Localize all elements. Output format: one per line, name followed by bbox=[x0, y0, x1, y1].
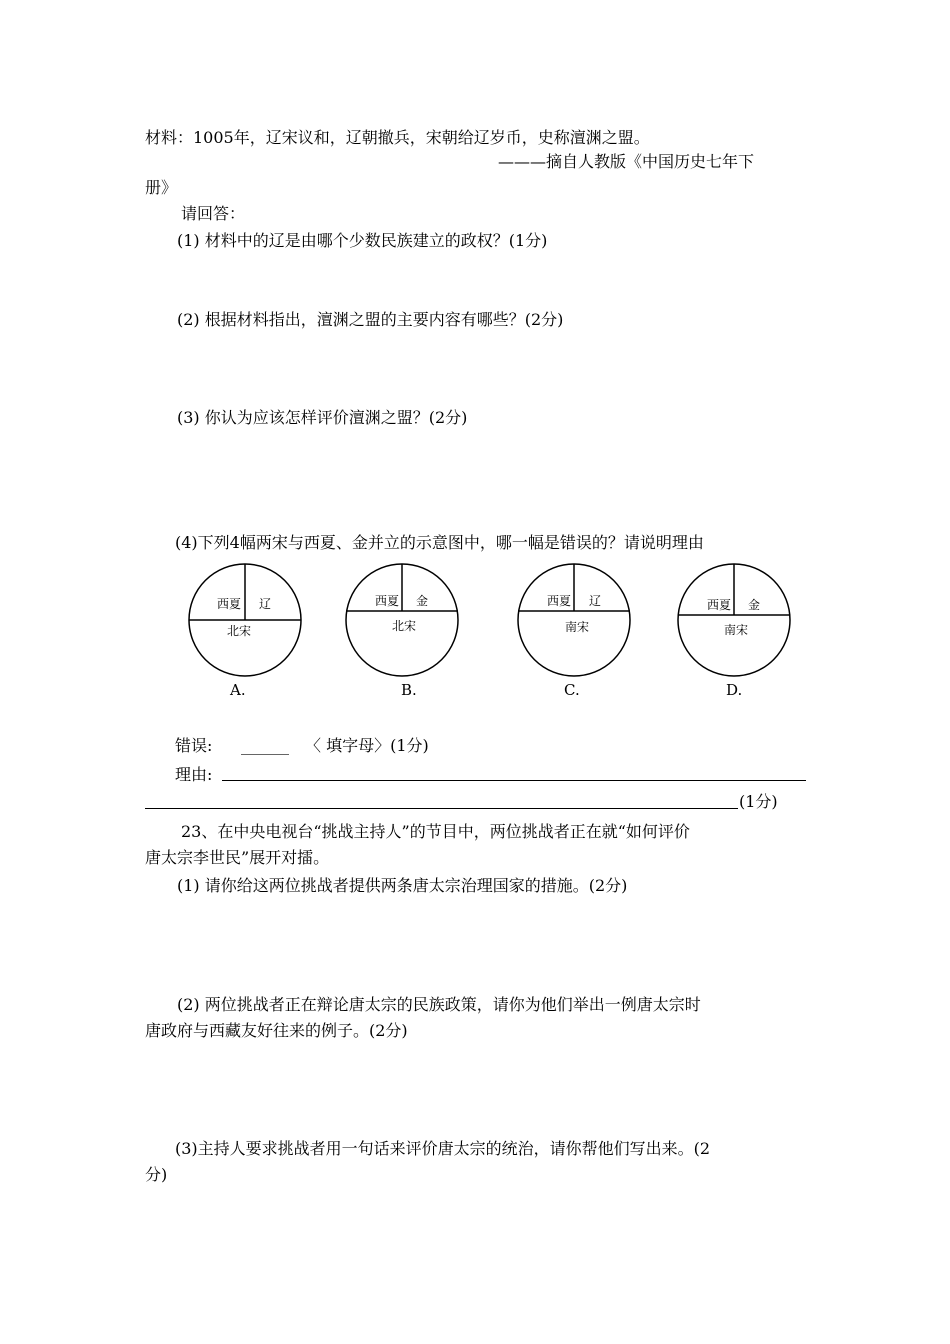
diagram-letter-d: D. bbox=[726, 681, 743, 699]
error-hint: 〈 填字母〉(1分) bbox=[305, 736, 429, 755]
q22-question-2: (2) 根据材料指出，澶渊之盟的主要内容有哪些？(2分) bbox=[177, 310, 564, 329]
region-label-right: 辽 bbox=[588, 594, 602, 608]
region-label-bottom: 南宋 bbox=[564, 620, 590, 634]
diagram-letter-b: B. bbox=[401, 681, 417, 699]
region-label-left: 西夏 bbox=[706, 598, 732, 612]
q22-question-3: (3) 你认为应该怎样评价澶渊之盟？(2分) bbox=[177, 408, 468, 427]
material-source-line1: ———摘自人教版《中国历史七年下 bbox=[498, 152, 755, 171]
reason-score: (1分) bbox=[739, 792, 778, 811]
error-answer-blank[interactable]: ______ bbox=[241, 736, 289, 755]
reason-answer-line-1[interactable] bbox=[222, 780, 806, 781]
region-label-bottom: 北宋 bbox=[226, 624, 252, 638]
reason-label: 理由: bbox=[175, 765, 213, 784]
q23-question-3-line2: 分) bbox=[145, 1165, 168, 1184]
q23-question-2-line2: 唐政府与西藏友好往来的例子。(2分) bbox=[145, 1021, 408, 1040]
q22-question-4: (4)下列4幅两宋与西夏、金并立的示意图中，哪一幅是错误的？请说明理由 bbox=[175, 533, 704, 552]
region-label-right: 金 bbox=[415, 594, 429, 608]
q23-question-2-line1: (2) 两位挑战者正在辩论唐太宗的民族政策，请你为他们举出一例唐太宗时 bbox=[177, 995, 701, 1014]
region-label-bottom: 北宋 bbox=[391, 619, 417, 633]
region-label-left: 西夏 bbox=[216, 597, 242, 611]
error-label: 错误: bbox=[175, 736, 213, 755]
region-label-left: 西夏 bbox=[546, 594, 572, 608]
q23-intro-line2: 唐太宗李世民”展开对擂。 bbox=[145, 848, 330, 867]
region-label-right: 辽 bbox=[258, 597, 272, 611]
region-label-bottom: 南宋 bbox=[723, 623, 749, 637]
region-label-left: 西夏 bbox=[374, 594, 400, 608]
diagram-letter-a: A. bbox=[230, 681, 246, 699]
q23-question-1: (1) 请你给这两位挑战者提供两条唐太宗治理国家的措施。(2分) bbox=[177, 876, 628, 895]
diagram-letter-c: C. bbox=[564, 681, 580, 699]
material-text: 材料：1005年，辽宋议和，辽朝撤兵，宋朝给辽岁币，史称澶渊之盟。 bbox=[145, 128, 650, 147]
q22-question-1: (1) 材料中的辽是由哪个少数民族建立的政权？(1分) bbox=[177, 231, 548, 250]
q22-prompt: 请回答： bbox=[181, 204, 246, 223]
region-label-right: 金 bbox=[747, 598, 761, 612]
material-source-line2: 册》 bbox=[145, 178, 178, 197]
reason-answer-line-2[interactable] bbox=[145, 808, 738, 809]
q23-intro-line1: 23、在中央电视台“挑战主持人”的节目中，两位挑战者正在就“如何评价 bbox=[181, 822, 690, 841]
q23-question-3-line1: (3)主持人要求挑战者用一句话来评价唐太宗的统治，请你帮他们写出来。(2 bbox=[175, 1139, 711, 1158]
